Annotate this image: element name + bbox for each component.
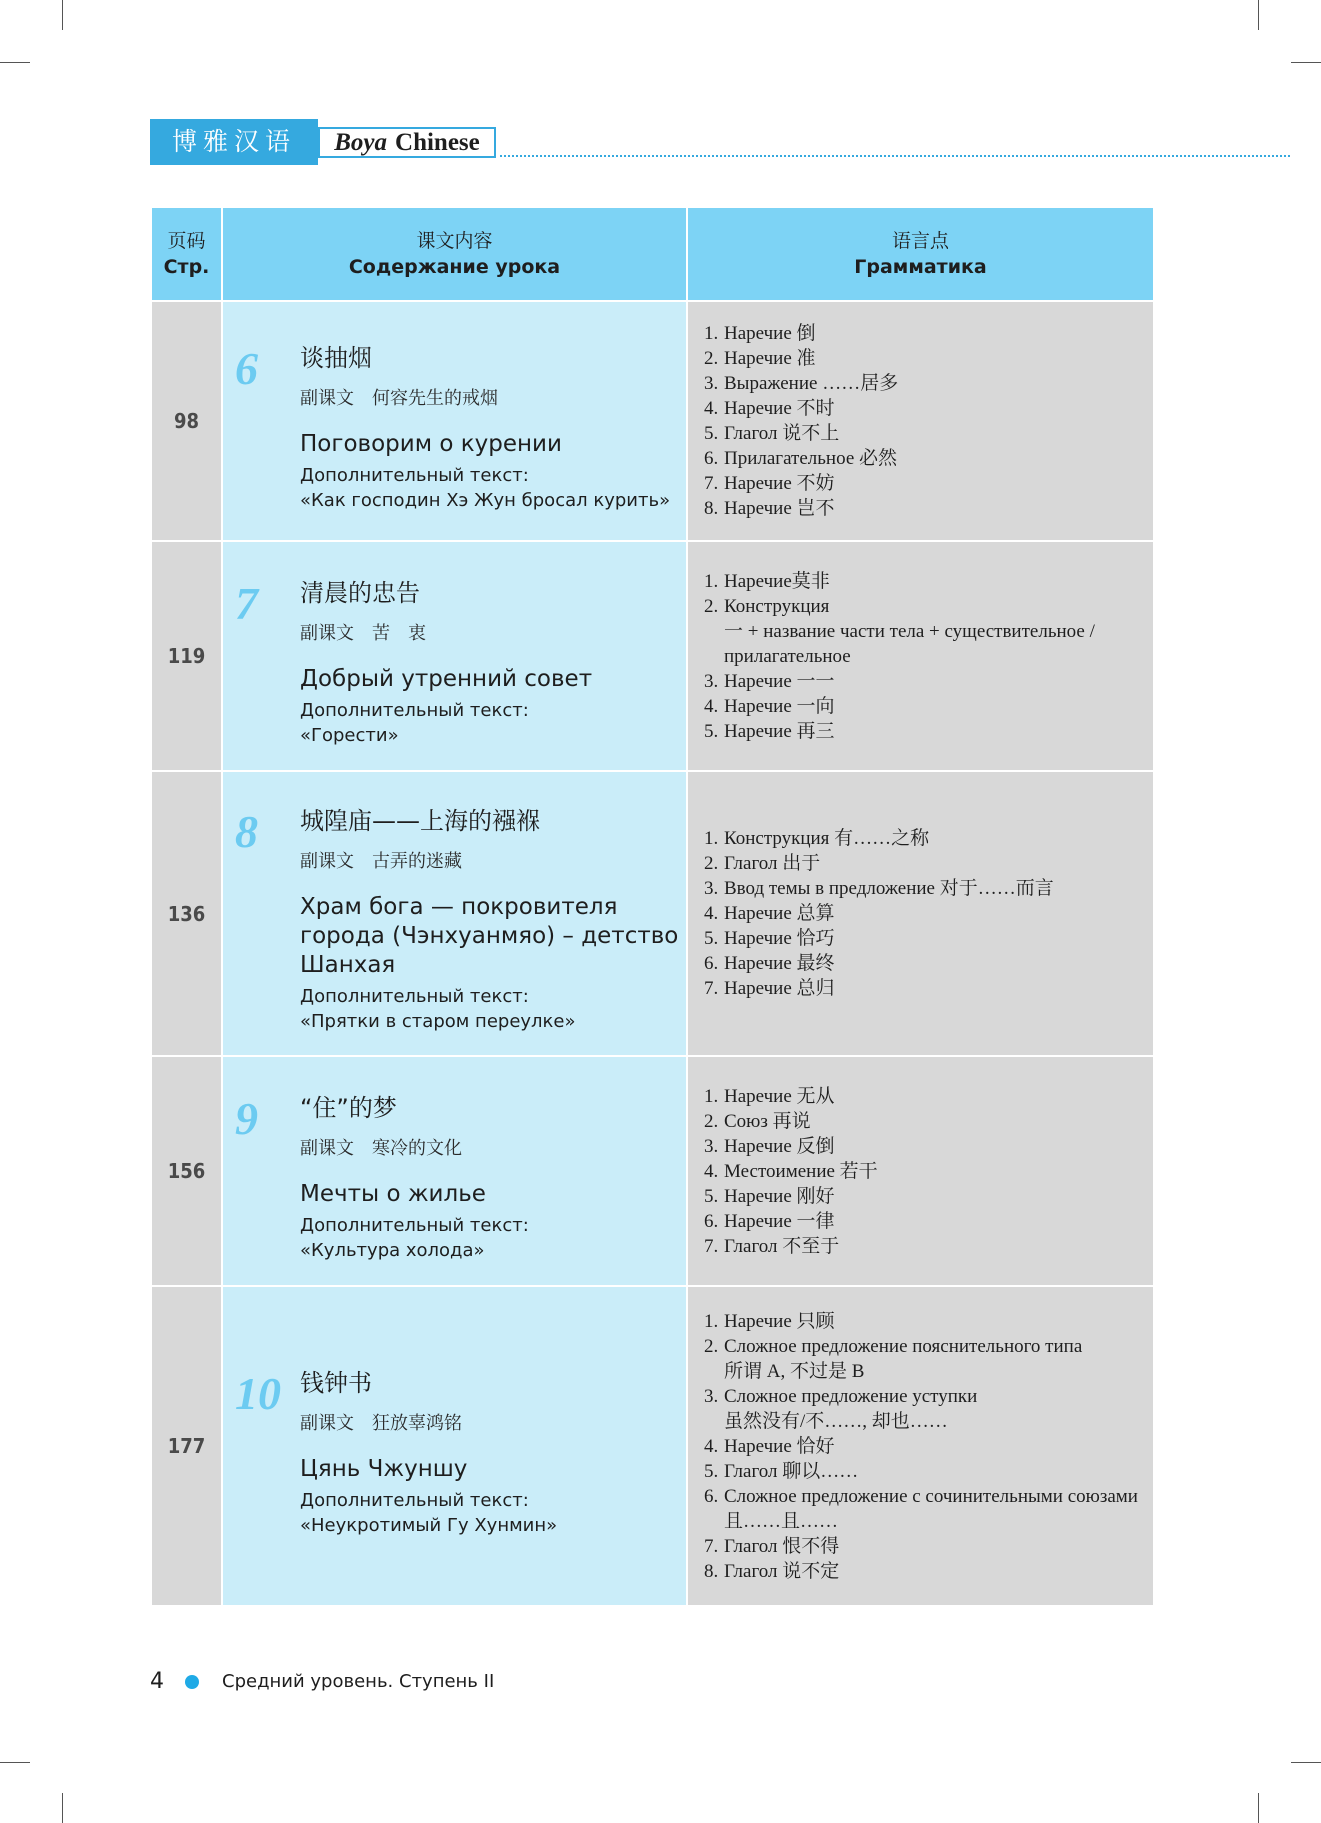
lesson-number: 10 bbox=[235, 1367, 281, 1419]
grammar-item: 7. Глагол 不至于 bbox=[723, 1234, 1153, 1259]
table-row bbox=[151, 301, 1154, 541]
extra-text bbox=[300, 984, 686, 1034]
supplementary-text-cn bbox=[300, 386, 686, 412]
table-header-row bbox=[151, 207, 1154, 301]
extra-text-title: «Как господин Хэ Жун бросал курить» bbox=[300, 489, 671, 511]
grammar-item: 3. Ввод темы в предложение 对于……而言 bbox=[723, 876, 1153, 901]
page-cell: 98 bbox=[151, 301, 222, 541]
grammar-cell bbox=[687, 301, 1154, 541]
grammar-item: 6. Наречие 最终 bbox=[723, 951, 1153, 976]
page-cell: 136 bbox=[151, 771, 222, 1056]
extra-text bbox=[300, 1213, 686, 1263]
extra-text-label: Дополнительный текст: bbox=[300, 699, 529, 721]
page-cell: 177 bbox=[151, 1286, 222, 1606]
grammar-cell bbox=[687, 1056, 1154, 1286]
crop-mark bbox=[62, 1793, 63, 1823]
crop-mark bbox=[1291, 62, 1321, 63]
supplementary-label: 副课文 bbox=[300, 387, 354, 409]
grammar-item: 2. Глагол 出于 bbox=[723, 851, 1153, 876]
crop-mark bbox=[62, 0, 63, 30]
header-content-cn: 课文内容 bbox=[416, 230, 493, 252]
grammar-list bbox=[688, 1309, 1153, 1584]
table-row bbox=[151, 541, 1154, 771]
supplementary-title: 寒冷的文化 bbox=[372, 1137, 462, 1159]
brand-english bbox=[318, 127, 496, 158]
extra-text bbox=[300, 463, 686, 513]
lesson-title-ru: Поговорим о курении bbox=[300, 430, 562, 457]
grammar-cell bbox=[687, 1286, 1154, 1606]
crop-mark bbox=[0, 1762, 30, 1763]
supplementary-label: 副课文 bbox=[300, 851, 354, 872]
grammar-item: 4. Наречие 一向 bbox=[723, 694, 1153, 719]
grammar-item-lines: Сложное предложение пояснительного типа 所谓 A, 不过是 B bbox=[724, 1335, 1083, 1382]
lesson-title-cn: 钱钟书 bbox=[300, 1368, 372, 1397]
table-row bbox=[151, 771, 1154, 1056]
supplementary-text-cn bbox=[300, 1136, 686, 1162]
grammar-item: 7. Наречие 不妨 bbox=[723, 471, 1153, 496]
grammar-item: 5. Наречие 恰巧 bbox=[723, 926, 1153, 951]
page-number: 4 bbox=[150, 1669, 164, 1694]
footer-bullet-icon bbox=[185, 1675, 199, 1689]
extra-text-label: Дополнительный текст: bbox=[300, 1214, 529, 1236]
grammar-cell bbox=[687, 771, 1154, 1056]
grammar-item: 4. Наречие 总算 bbox=[723, 901, 1153, 926]
grammar-item: 7. Наречие 总归 bbox=[723, 976, 1153, 1001]
grammar-item: 8. Наречие 岂不 bbox=[723, 496, 1153, 521]
grammar-item-lines: Конструкция 一 + название части тела + существительное / прилагательное bbox=[724, 595, 1095, 667]
lesson-block bbox=[223, 575, 686, 748]
supplementary-label: 副课文 bbox=[300, 622, 354, 644]
extra-text-label: Дополнительный текст: bbox=[300, 1489, 529, 1511]
header-dotted-rule bbox=[500, 155, 1290, 157]
header-page-ru: Стр. bbox=[163, 256, 210, 278]
page-cell: 119 bbox=[151, 541, 222, 771]
supplementary-text-cn bbox=[300, 1411, 686, 1437]
grammar-item: 5. Глагол 聊以…… bbox=[723, 1459, 1153, 1484]
grammar-list bbox=[688, 569, 1153, 744]
grammar-item: 4. Наречие 不时 bbox=[723, 396, 1153, 421]
grammar-item: 5. Наречие 刚好 bbox=[723, 1184, 1153, 1209]
grammar-item: 2. Союз 再说 bbox=[723, 1109, 1153, 1134]
brand-english-italic: Boya bbox=[334, 129, 388, 156]
grammar-item: 6. Сложное предложение с сочинительными союзами 且……且…… bbox=[723, 1484, 1153, 1534]
grammar-item: 1. Наречие 倒 bbox=[723, 321, 1153, 346]
header-grammar-cn: 语言点 bbox=[891, 230, 949, 252]
grammar-item: 1. Наречие 无从 bbox=[723, 1084, 1153, 1109]
extra-text-title: «Горести» bbox=[300, 724, 399, 746]
header-grammar bbox=[687, 207, 1154, 301]
table-row bbox=[151, 1056, 1154, 1286]
header-content bbox=[222, 207, 687, 301]
grammar-item: 3. Наречие 反倒 bbox=[723, 1134, 1153, 1159]
supplementary-label: 副课文 bbox=[300, 1137, 354, 1159]
grammar-list bbox=[688, 321, 1153, 521]
lesson-block bbox=[223, 803, 686, 1034]
grammar-item: 8. Глагол 说不定 bbox=[723, 1559, 1153, 1584]
lesson-number: 9 bbox=[235, 1092, 258, 1144]
extra-text bbox=[300, 698, 686, 748]
grammar-item: 5. Глагол 说不上 bbox=[723, 421, 1153, 446]
crop-mark bbox=[1291, 1762, 1321, 1763]
lesson-cell bbox=[222, 541, 687, 771]
lesson-number: 7 bbox=[235, 577, 258, 629]
grammar-item: 4. Наречие 恰好 bbox=[723, 1434, 1153, 1459]
extra-text-title: «Неукротимый Гу Хунмин» bbox=[300, 1514, 558, 1536]
lesson-cell bbox=[222, 771, 687, 1056]
lesson-title-ru: Цянь Чжуншу bbox=[300, 1455, 468, 1482]
lesson-block bbox=[223, 1090, 686, 1263]
extra-text-title: «Культура холода» bbox=[300, 1239, 485, 1261]
extra-text-label: Дополнительный текст: bbox=[300, 464, 529, 486]
supplementary-title: 古弄的迷藏 bbox=[372, 851, 462, 872]
course-level: Средний уровень. Ступень II bbox=[222, 1671, 495, 1692]
grammar-item-lines: Сложное предложение уступки 虽然没有/不……, 却也…… bbox=[724, 1385, 978, 1432]
extra-text-label: Дополнительный текст: bbox=[300, 986, 529, 1007]
extra-text bbox=[300, 1488, 686, 1538]
supplementary-label: 副课文 bbox=[300, 1412, 354, 1434]
lesson-title-cn: 清晨的忠告 bbox=[300, 578, 420, 607]
grammar-item: 6. Прилагательное 必然 bbox=[723, 446, 1153, 471]
lesson-block bbox=[223, 1365, 686, 1538]
supplementary-title: 何容先生的戒烟 bbox=[372, 387, 498, 409]
supplementary-text-cn bbox=[300, 849, 686, 875]
grammar-cell bbox=[687, 541, 1154, 771]
supplementary-text-cn bbox=[300, 621, 686, 647]
header-grammar-ru: Грамматика bbox=[854, 256, 987, 278]
lesson-title-ru: Мечты о жилье bbox=[300, 1180, 486, 1207]
header-page bbox=[151, 207, 222, 301]
grammar-item: 4. Местоимение 若干 bbox=[723, 1159, 1153, 1184]
lesson-title-ru: Храм бога — покровителя города (Чэнхуанмяо) – детство Шанхая bbox=[300, 894, 679, 978]
grammar-item bbox=[723, 594, 1153, 669]
crop-mark bbox=[0, 62, 30, 63]
table-row bbox=[151, 1286, 1154, 1606]
page-cell: 156 bbox=[151, 1056, 222, 1286]
grammar-item bbox=[723, 1334, 1153, 1384]
grammar-item: 3. Выражение ……居多 bbox=[723, 371, 1153, 396]
grammar-item: 6. Наречие 一律 bbox=[723, 1209, 1153, 1234]
grammar-item: 3. Наречие 一一 bbox=[723, 669, 1153, 694]
brand-english-word: Chinese bbox=[395, 129, 480, 156]
crop-mark bbox=[1258, 0, 1259, 30]
lesson-cell bbox=[222, 1056, 687, 1286]
lesson-cell bbox=[222, 301, 687, 541]
lesson-title-ru: Добрый утренний совет bbox=[300, 665, 593, 692]
grammar-item: 1. Наречие 只顾 bbox=[723, 1309, 1153, 1334]
grammar-item: 1. Наречие莫非 bbox=[723, 569, 1153, 594]
crop-mark bbox=[1258, 1793, 1259, 1823]
grammar-list bbox=[688, 826, 1153, 1001]
lesson-number: 6 bbox=[235, 342, 258, 394]
lesson-block bbox=[223, 340, 686, 513]
header-page-cn: 页码 bbox=[167, 230, 206, 252]
grammar-item bbox=[723, 1384, 1153, 1434]
lesson-number: 8 bbox=[235, 806, 258, 857]
grammar-item: 7. Глагол 恨不得 bbox=[723, 1534, 1153, 1559]
lesson-title-cn: “住”的梦 bbox=[300, 1093, 397, 1122]
grammar-list bbox=[688, 1084, 1153, 1259]
grammar-item: 1. Конструкция 有……之称 bbox=[723, 826, 1153, 851]
contents-table bbox=[150, 206, 1155, 1607]
grammar-item: 2. Наречие 准 bbox=[723, 346, 1153, 371]
lesson-cell bbox=[222, 1286, 687, 1606]
extra-text-title: «Прятки в старом переулке» bbox=[300, 1011, 576, 1032]
lesson-title-cn: 城隍庙——上海的襁褓 bbox=[300, 807, 540, 835]
supplementary-title: 狂放辜鸿铭 bbox=[372, 1412, 462, 1434]
brand-chinese: 博雅汉语 bbox=[150, 119, 318, 165]
lesson-title-cn: 谈抽烟 bbox=[300, 343, 372, 372]
header-content-ru: Содержание урока bbox=[348, 256, 561, 278]
grammar-item: 5. Наречие 再三 bbox=[723, 719, 1153, 744]
supplementary-title: 苦 衷 bbox=[372, 622, 426, 644]
